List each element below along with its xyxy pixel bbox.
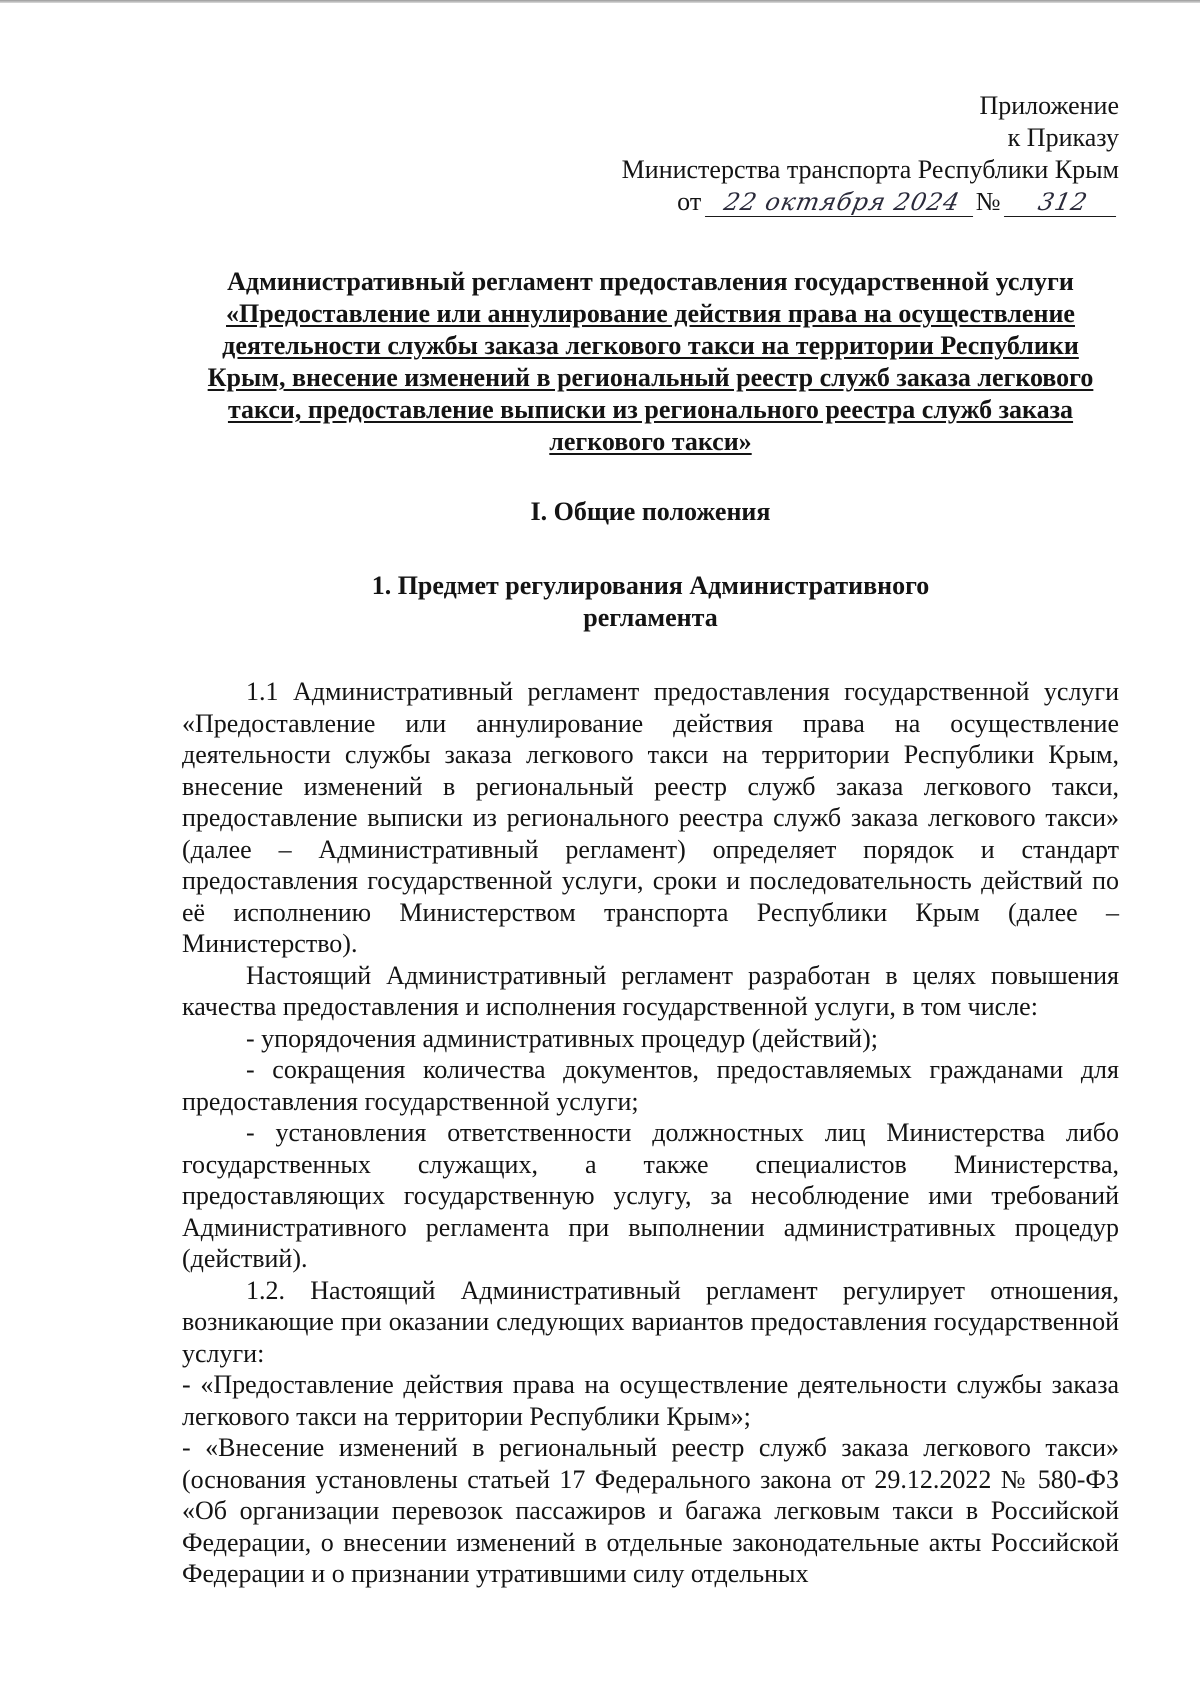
list-item: - «Внесение изменений в региональный реестр служб заказа легкового такси» (основания установлены статьей 17 Федерального закона от 29.12.2022 № 580-ФЗ «Об организации перевозок пассажиров и багажа легковым такси в Российской Федерации, о внесении изменений в отдельные законодательные акты Российской Федерации и о признании утратившими силу отдельных — [182, 1433, 1119, 1588]
list-item: - установления ответственности должностных лиц Министерства либо государственных служащих, а также специалистов Министерства, предоставляющих государственную услугу, за несоблюдение ими требований Административного регламента при выполнении административных процедур (действий). — [182, 1118, 1119, 1273]
appendix-header — [182, 90, 1119, 218]
subsection-heading-line2: регламента — [583, 603, 718, 632]
date-prefix: от — [677, 187, 702, 216]
paragraph-purpose: Настоящий Административный регламент разработан в целях повышения качества предоставления и исполнения государственной услуги, в том числе: — [182, 960, 1119, 1021]
list-item: - «Предоставление действия права на осуществление деятельности службы заказа легкового такси на территории Республики Крым»; — [182, 1370, 1119, 1431]
list-item: - сокращения количества документов, предоставляемых гражданами для предоставления государственной услуги; — [182, 1055, 1119, 1116]
number-prefix: № — [975, 187, 1001, 216]
service-name: «Предоставление или аннулирование действия права на осуществление деятельности службы заказа легкового такси на территории Республики Крым, внесение изменений в региональный реестр служб заказа легкового такси, предоставление выписки из регионального реестра служб заказа легкового такси» — [207, 299, 1094, 456]
paragraph-1-2: 1.2. Настоящий Административный регламент регулирует отношения, возникающие при оказании следующих вариантов предоставления государственной услуги: — [182, 1275, 1119, 1368]
appendix-label: Приложение — [979, 91, 1119, 120]
handwritten-date: 22 октября 2024 — [705, 188, 979, 217]
date-number-line — [182, 186, 1119, 218]
body-text — [182, 676, 1119, 1590]
list-item: - упорядочения административных процедур (действий); — [246, 1023, 878, 1053]
paragraph-1-1: 1.1 Административный регламент предоставления государственной услуги «Предоставление или аннулирование действия права на осуществление деятельности службы заказа легкового такси на территории Республики Крым, внесение изменений в региональный реестр служб заказа легкового такси, предоставление выписки из регионального реестра служб заказа легкового такси» (далее – Административный регламент) определяет порядок и стандарт предоставления государственной услуги, сроки и последовательность действий по её исполнению Министерством транспорта Республики Крым (далее – Министерство). — [182, 677, 1119, 958]
handwritten-number: 312 — [1004, 188, 1122, 217]
scan-edge — [0, 0, 1200, 3]
document-page — [182, 90, 1119, 1590]
title-line: Административный регламент предоставления государственной услуги — [227, 267, 1074, 296]
ministry-name: Министерства транспорта Республики Крым — [621, 155, 1119, 184]
order-reference: к Приказу — [1007, 123, 1119, 152]
subsection-heading-line1: 1. Предмет регулирования Административного — [371, 571, 930, 600]
section-heading: I. Общие положения — [530, 497, 771, 526]
document-title — [182, 266, 1119, 458]
subsection-heading — [182, 570, 1119, 634]
